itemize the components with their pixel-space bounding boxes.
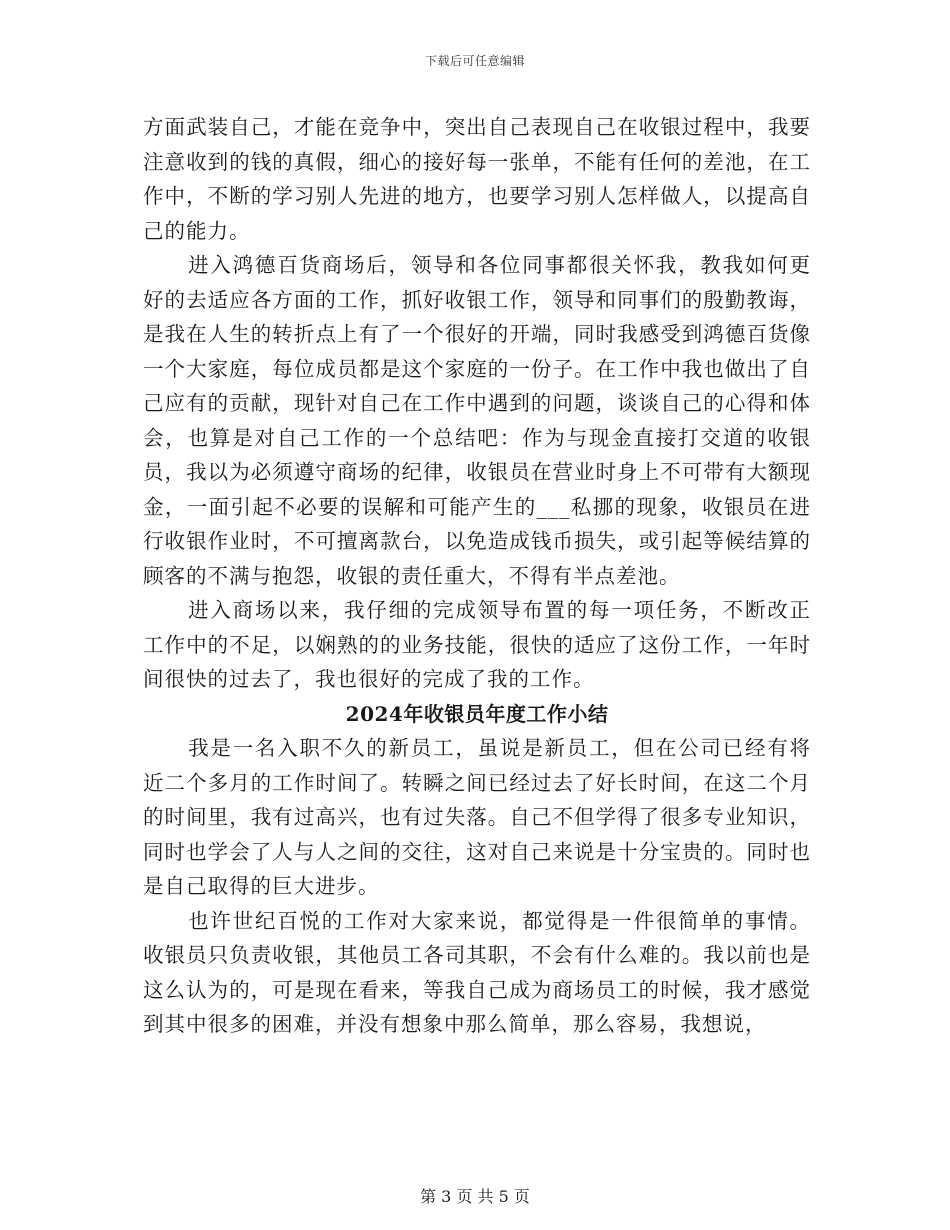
page-number-footer: 第 3 页 共 5 页 (420, 1187, 530, 1206)
paragraph-continued: 方面武装自己，才能在竞争中，突出自己表现自己在收银过程中，我要注意收到的钱的真假，细心的接好每一张单，不能有任何的差池，在工作中，不断的学习别人先进的地方，也要学习别人怎样做人，以提高自己的能力。 (143, 115, 811, 243)
document-body (143, 110, 811, 1042)
section-title: 2024年收银员年度工作小结 (345, 701, 609, 726)
paragraph-work-perception: 也许世纪百悦的工作对大家来说，都觉得是一件很简单的事情。收银员只负责收银，其他员工各司其职，不会有什么难的。我以前也是这么认为的，可是现在看来，等我自己成为商场员工的时候，我才感觉到其中很多的困难，并没有想象中那么简单，那么容易，我想说， (143, 908, 811, 1036)
page-header-note: 下载后可任意编辑 (424, 54, 525, 68)
paragraph-new-employee: 我是一名入职不久的新员工，虽说是新员工，但在公司已经有将近二个多月的工作时间了。转瞬之间已经过去了好长时间，在这二个月的时间里，我有过高兴，也有过失落。自己不但学得了很多专业知识，同时也学会了人与人之间的交往，这对自己来说是十分宝贵的。同时也是自己取得的巨大进步。 (143, 736, 811, 898)
paragraph-joining-store: 进入鸿德百货商场后，领导和各位同事都很关怀我，教我如何更好的去适应各方面的工作，抓好收银工作，领导和同事们的殷勤教诲，是我在人生的转折点上有了一个很好的开端，同时我感受到鸿德百货像一个大家庭，每位成员都是这个家庭的一份子。在工作中我也做出了自己应有的贡献，现针对自己在工作中遇到的问题，谈谈自己的心得和体会，也算是对自己工作的一个总结吧：作为与现金直接打交道的收银员，我以为必须遵守商场的纪律，收银员在营业时身上不可带有大额现金，一面引起不必要的误解和可能产生的___私挪的现象，收银员在进行收银作业时，不可擅离款台，以免造成钱币损失，或引起等候结算的顾客的不满与抱怨，收银的责任重大，不得有半点差池。 (143, 253, 811, 588)
paragraph-since-joining: 进入商场以来，我仔细的完成领导布置的每一项任务，不断改正工作中的不足，以娴熟的的业务技能，很快的适应了这份工作，一年时间很快的过去了，我也很好的完成了我的工作。 (143, 598, 811, 691)
